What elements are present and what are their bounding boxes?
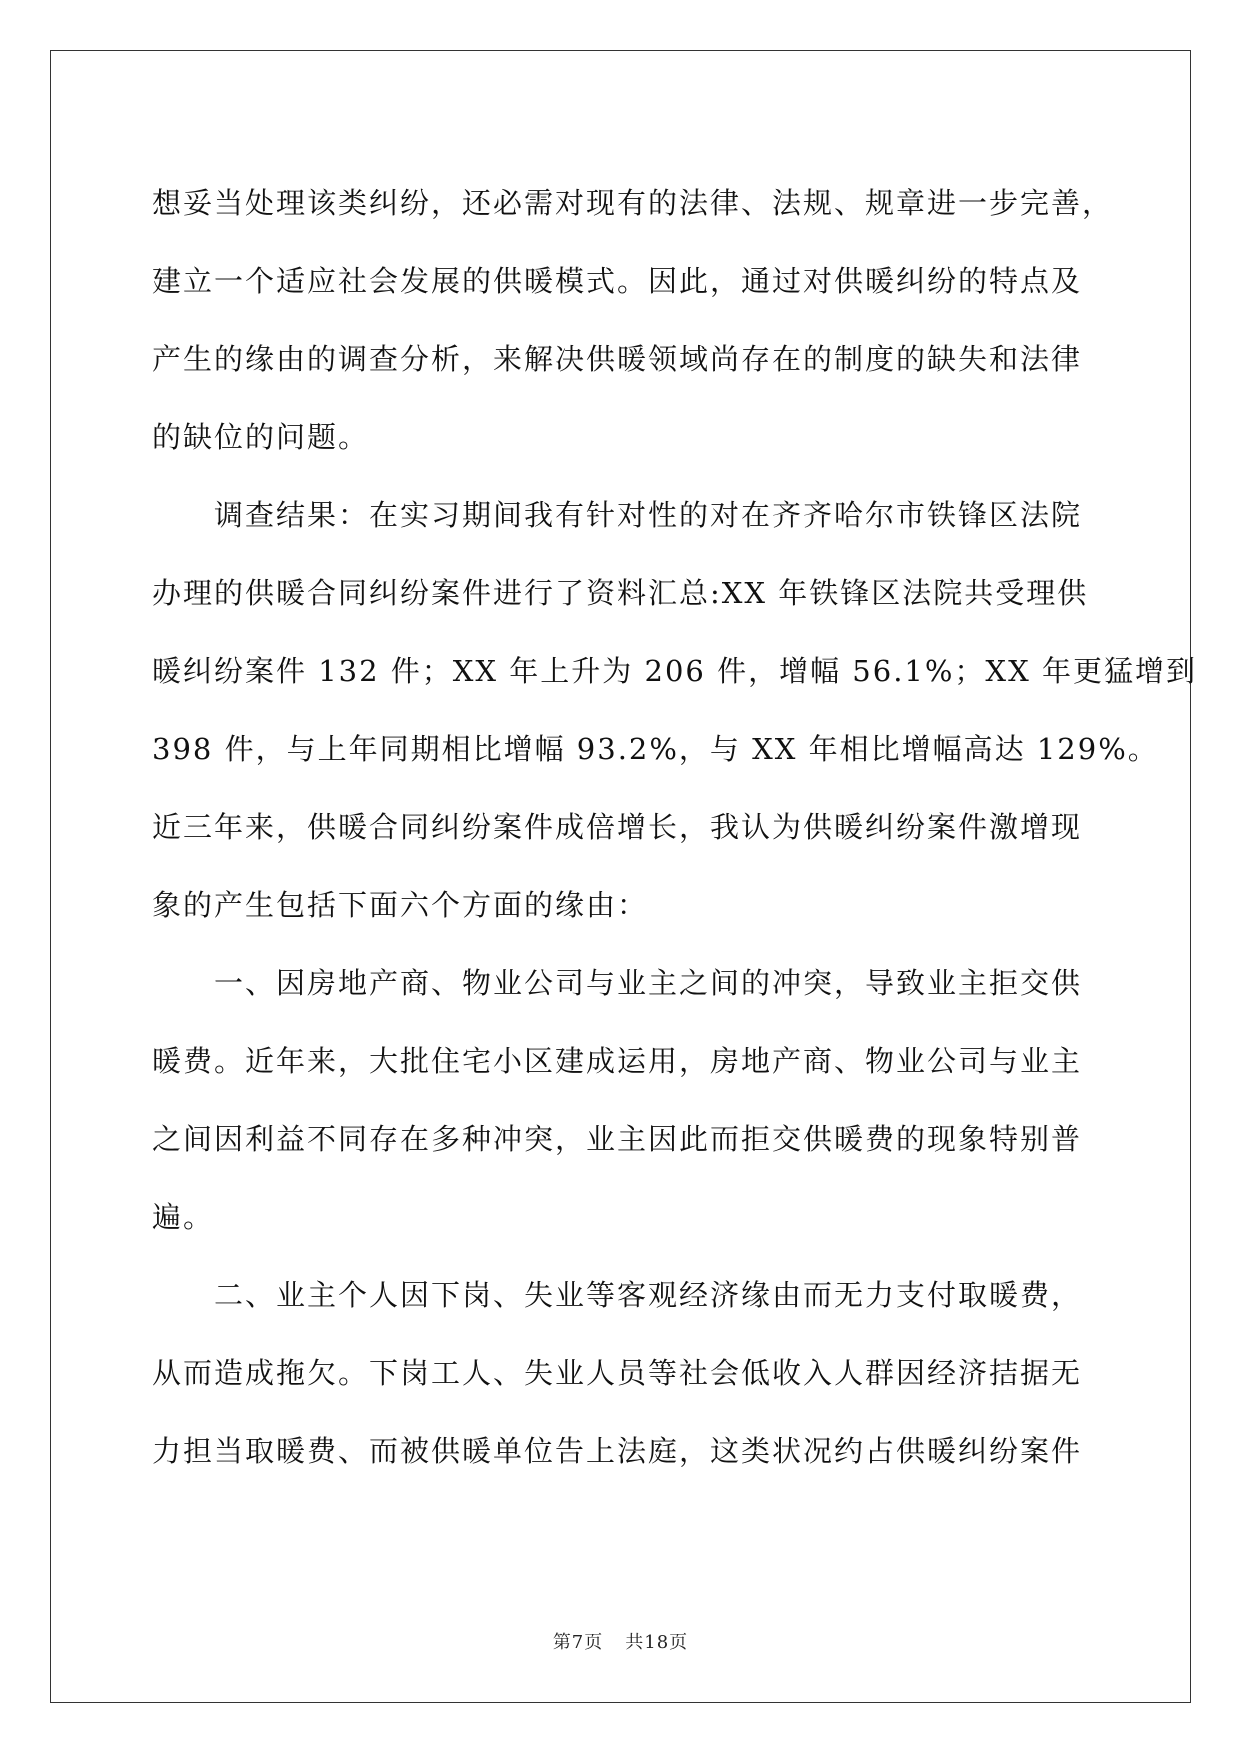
total-page-count: 共18页 — [625, 1632, 689, 1653]
text-line: 一、因房地产商、物业公司与业主之间的冲突，导致业主拒交供 — [214, 966, 1083, 1000]
text-line: 从而造成拖欠。下岗工人、失业人员等社会低收入人群因经济拮据无 — [152, 1356, 1083, 1390]
text-line: 二、业主个人因下岗、失业等客观经济缘由而无力支付取暖费， — [214, 1278, 1083, 1312]
text-line: 建立一个适应社会发展的供暖模式。因此，通过对供暖纠纷的特点及 — [152, 264, 1083, 298]
text-line: 调查结果：在实习期间我有针对性的对在齐齐哈尔市铁锋区法院 — [214, 498, 1083, 532]
text-line: 象的产生包括下面六个方面的缘由： — [152, 888, 649, 922]
text-line: 398 件，与上年同期相比增幅 93.2%，与 XX 年相比增幅高达 129%。 — [152, 732, 1159, 766]
text-line: 近三年来，供暖合同纠纷案件成倍增长，我认为供暖纠纷案件激增现 — [152, 810, 1083, 844]
text-line: 的缺位的问题。 — [152, 420, 370, 454]
text-line: 力担当取暖费、而被供暖单位告上法庭，这类状况约占供暖纠纷案件 — [152, 1434, 1083, 1468]
text-line: 之间因利益不同存在多种冲突，业主因此而拒交供暖费的现象特别普 — [152, 1122, 1083, 1156]
text-line: 想妥当处理该类纠纷，还必需对现有的法律、法规、规章进一步完善， — [152, 186, 1114, 220]
document-body — [152, 164, 1197, 1490]
page-footer — [0, 1628, 1241, 1654]
current-page-number: 第7页 — [552, 1632, 604, 1653]
text-line: 遍。 — [152, 1200, 215, 1234]
text-line: 办理的供暖合同纠纷案件进行了资料汇总:XX 年铁锋区法院共受理供 — [152, 576, 1089, 610]
text-line: 产生的缘由的调查分析，来解决供暖领域尚存在的制度的缺失和法律 — [152, 342, 1083, 376]
text-line: 暖费。近年来，大批住宅小区建成运用，房地产商、物业公司与业主 — [152, 1044, 1083, 1078]
text-line: 暖纠纷案件 132 件；XX 年上升为 206 件，增幅 56.1%；XX 年更猛增到 — [152, 654, 1197, 688]
